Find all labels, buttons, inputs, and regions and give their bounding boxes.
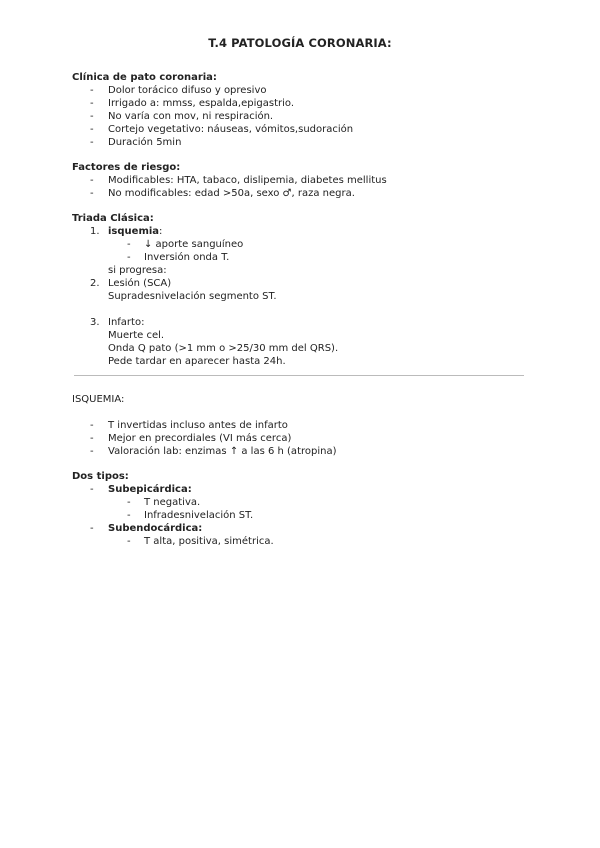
clinica-section (72, 71, 354, 149)
list-item: - Cortejo vegetativo: náuseas, vómitos,sudoración (90, 124, 354, 135)
text-line: Supradesnivelación segmento ST. (108, 291, 277, 302)
list-item: - Subepicárdica: (90, 484, 192, 495)
factores-section (72, 161, 387, 200)
clinica-heading: Clínica de pato coronaria: (72, 72, 217, 83)
isquemia-label: isquemia (108, 226, 160, 237)
list-item: - Dolor torácico difuso y opresivo (90, 85, 267, 96)
isquemia-section (72, 393, 124, 406)
factores-heading: Factores de riesgo: (72, 162, 181, 173)
list-item: - Duración 5min (90, 137, 182, 148)
list-item: 1. isquemia: (90, 226, 163, 237)
list-item: - ↓ aporte sanguíneo (127, 239, 244, 250)
text-line: Pede tardar en aparecer hasta 24h. (108, 356, 286, 367)
text-line: si progresa: (108, 265, 167, 276)
list-item: - Modificables: HTA, tabaco, dislipemia, diabetes mellitus (90, 175, 387, 186)
tipos-heading: Dos tipos: (72, 471, 129, 482)
list-item: - Irrigado a: mmss, espalda,epigastrio. (90, 98, 294, 109)
isquemia-heading: ISQUEMIA: (72, 394, 125, 405)
list-item: - Subendocárdica: (90, 523, 203, 534)
list-item: 2. Lesión (SCA) (90, 278, 172, 289)
list-item: - No varía con mov, ni respiración. (90, 111, 274, 122)
text-line: Onda Q pato (>1 mm o >25/30 mm del QRS). (108, 343, 339, 354)
list-item: - T negativa. (127, 497, 201, 508)
triada-section (72, 212, 339, 368)
list-item: - Inversión onda T. (127, 252, 230, 263)
triada-heading: Triada Clásica: (72, 213, 154, 224)
tipos-section (72, 470, 274, 548)
document-page: T.4 PATOLOGÍA CORONARIA: Clínica de pato coronaria: - Dolor torácico difuso y opresivo - Irrigado a: mmss, espalda,epigastrio. - No varía con mov, ni respiración. - Cortejo vegetativo: náuseas, vómitos,sudoración - Duración 5min Factores de riesgo: - Modificables: HTA, tabaco, dislipemia, diabetes mellitus - No modificables: edad >50a, sexo ♂, raza negra. Triada Clásica: 1. isquemia: - ↓ aporte sanguíneo - Inversión onda T. si progresa: 2. Lesión (SCA) Supradesnivelación segmento ST. 3. Infarto: Muerte cel. Onda Q pato (>1 mm o >25/30 mm del QRS). Pede tardar en aparecer hasta 24h. ISQUEMIA: - T invertidas incluso antes de infarto - Mejor en precordiales (VI más cerca) - Valoración lab: enzimas ↑ a las 6 h (atropina) Dos tipos: - Subepicárdica: - T negativa. - Infradesnivelación ST. - Subendocárdica: - T alta, positiva, simétrica. (0, 0, 600, 848)
page-title: T.4 PATOLOGÍA CORONARIA: (208, 36, 392, 50)
list-item: - Infradesnivelación ST. (127, 510, 254, 521)
divider (74, 375, 524, 376)
list-item: 3. Infarto: (90, 317, 145, 328)
text-line: Muerte cel. (108, 330, 165, 341)
list-item: - T alta, positiva, simétrica. (127, 536, 274, 547)
list-item: - No modificables: edad >50a, sexo ♂, raza negra. (90, 188, 355, 199)
